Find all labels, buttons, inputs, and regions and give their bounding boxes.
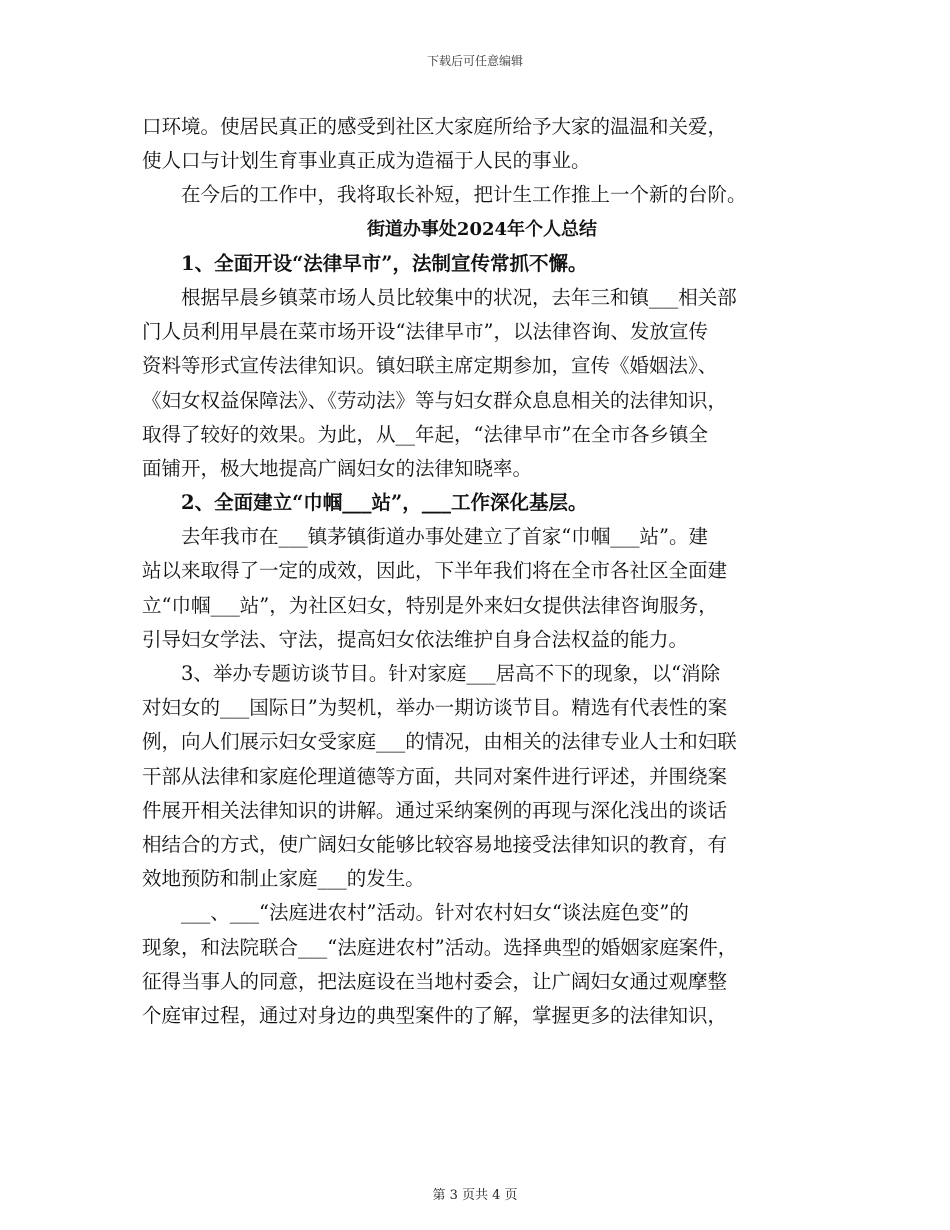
text-line: 干部从法律和家庭伦理道德等方面，共同对案件进行评述，并围绕案 [142,764,728,788]
section-heading: 2、全面建立“巾帼___站”，___工作深化基层。 [142,491,588,515]
text-line: 个庭审过程，通过对身边的典型案件的了解，掌握更多的法律知识， [142,1003,728,1027]
text-line: 面铺开，极大地提高广阔妇女的法律知晓率。 [142,456,533,480]
text-line: 门人员利用早晨在菜市场开设“法律早市”，以法律咨询、发放宣传 [142,320,708,344]
text-line: 去年我市在___镇茅镇街道办事处建立了首家“巾帼___站”。建 [142,525,708,549]
text-line: 件展开相关法律知识的讲解。通过采纳案例的再现与深化浅出的谈话 [142,798,728,822]
text-line: 效地预防和制止家庭___的发生。 [142,867,425,891]
section-heading: 1、全面开设“法律早市”，法制宣传常抓不懈。 [142,251,588,275]
text-line: 现象，和法院联合___“法庭进农村”活动。选择典型的婚姻家庭案件， [142,935,738,959]
text-line: 在今后的工作中，我将取长补短，把计生工作推上一个新的台阶。 [142,183,747,207]
text-line: 引导妇女学法、守法，提高妇女依法维护自身合法权益的能力。 [142,627,689,651]
page-header: 下载后可任意编辑 [426,54,523,68]
text-line: 取得了较好的效果。为此，从__年起，“法律早市”在全市各乡镇全 [142,422,708,446]
document-body [142,110,822,1033]
text-line: ___、___“法庭进农村”活动。针对农村妇女“谈法庭色变”的 [142,901,689,925]
text-line: 根据早晨乡镇菜市场人员比较集中的状况，去年三和镇___相关部 [142,285,737,309]
text-line: 对妇女的___国际日”为契机，举办一期访谈节目。精选有代表性的案 [142,696,728,720]
page-footer: 第 3 页共 4 页 [432,1188,518,1203]
text-line: 资料等形式宣传法律知识。镇妇联主席定期参加，宣传《婚姻法》、 [142,354,718,378]
text-line: 《妇女权益保障法》、《劳动法》等与妇女群众息息相关的法律知识， [142,388,728,412]
text-line: 3、举办专题访谈节目。针对家庭___居高不下的现象，以“消除 [142,662,721,685]
text-line: 相结合的方式，使广阔妇女能够比较容易地接受法律知识的教育，有 [142,832,728,856]
text-line: 使人口与计划生育事业真正成为造福于人民的事业。 [142,149,591,173]
text-line: 站以来取得了一定的成效，因此，下半年我们将在全市各社区全面建 [142,559,728,583]
section-title: 街道办事处2024年个人总结 [366,218,598,240]
text-line: 立“巾帼___站”，为社区妇女，特别是外来妇女提供法律咨询服务， [142,593,718,617]
text-line: 口环境。使居民真正的感受到社区大家庭所给予大家的温温和关爱， [142,115,728,138]
text-line: 例，向人们展示妇女受家庭___的情况，由相关的法律专业人士和妇联 [142,730,737,754]
text-line: 征得当事人的同意，把法庭设在当地村委会，让广阔妇女通过观摩整 [142,969,728,993]
